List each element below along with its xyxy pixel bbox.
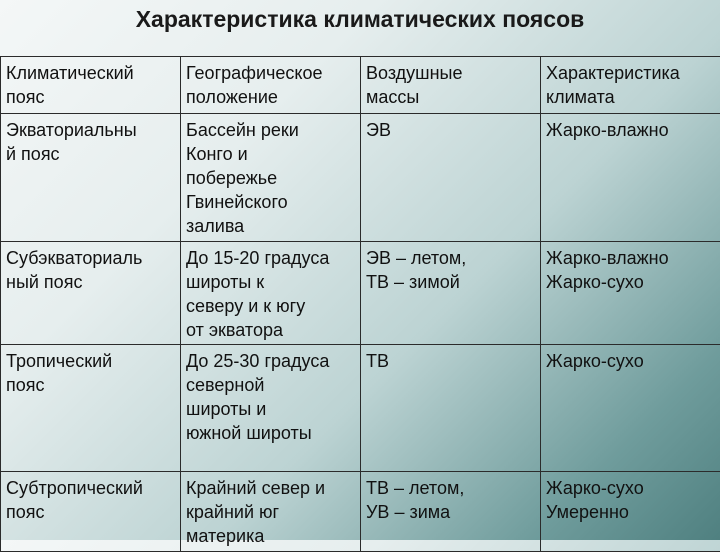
table-header-row	[1, 57, 720, 114]
cell-zone: Субтропический пояс	[1, 472, 181, 552]
cell-climate: Жарко-влажно Жарко-сухо	[541, 242, 720, 345]
cell-zone: Экваториальны й пояс	[1, 114, 181, 242]
cell-air-masses: ТВ – летом, УВ – зима	[361, 472, 541, 552]
table-row	[1, 114, 720, 242]
cell-climate: Жарко-влажно	[541, 114, 720, 242]
cell-location: До 15-20 градуса широты к северу и к югу от экватора	[181, 242, 361, 345]
header-cell-zone: Климатический пояс	[1, 57, 181, 114]
cell-air-masses: ЭВ	[361, 114, 541, 242]
cell-location: Крайний север и крайний юг материка	[181, 472, 361, 552]
header-cell-climate: Характеристика климата	[541, 57, 720, 114]
cell-climate: Жарко-сухо	[541, 345, 720, 472]
cell-location: До 25-30 градуса северной широты и южной широты	[181, 345, 361, 472]
climate-zones-table	[0, 56, 720, 552]
header-cell-air-masses: Воздушные массы	[361, 57, 541, 114]
cell-zone: Тропический пояс	[1, 345, 181, 472]
header-cell-location: Географическое положение	[181, 57, 361, 114]
table-row	[1, 242, 720, 345]
cell-air-masses: ТВ	[361, 345, 541, 472]
cell-location: Бассейн реки Конго и побережье Гвинейского залива	[181, 114, 361, 242]
cell-zone: Субэкваториаль ный пояс	[1, 242, 181, 345]
table-row	[1, 345, 720, 472]
cell-air-masses: ЭВ – летом, ТВ – зимой	[361, 242, 541, 345]
cell-climate: Жарко-сухо Умеренно	[541, 472, 720, 552]
slide-title: Характеристика климатических поясов	[0, 6, 720, 33]
